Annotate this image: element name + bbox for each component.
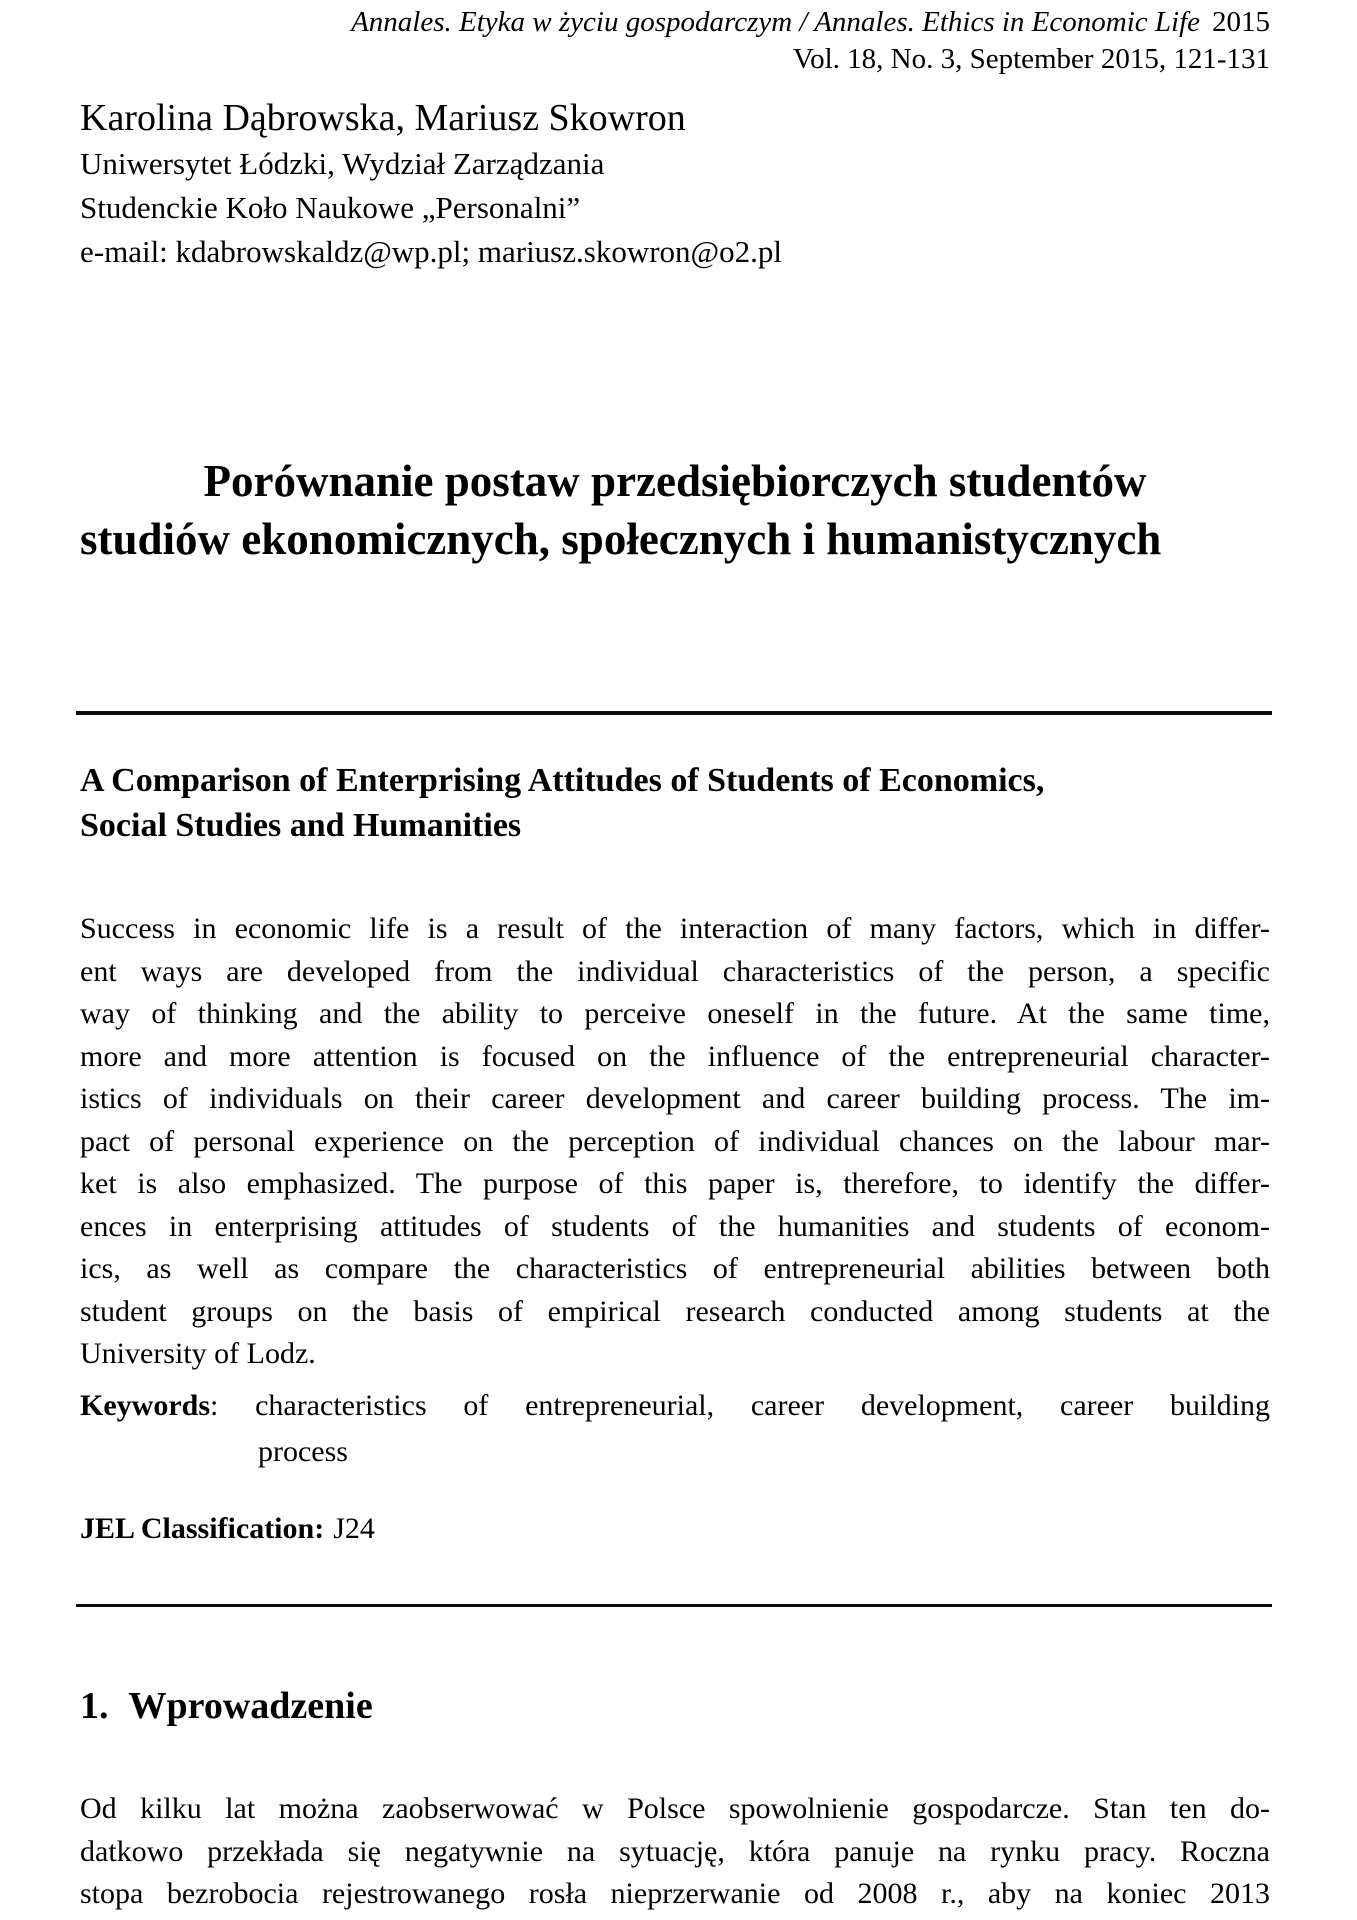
abstract-line: more and more attention is focused on the influence of the entrepreneurial character- — [80, 1039, 1270, 1073]
jel-value: J24 — [333, 1512, 375, 1545]
author-block — [80, 94, 782, 274]
jel-label: JEL Classification: — [80, 1512, 325, 1545]
section-number: 1. — [80, 1685, 109, 1727]
title-polish — [80, 452, 1270, 568]
keywords-block — [80, 1383, 1270, 1475]
author-email: e-mail: kdabrowskaldz@wp.pl; mariusz.skowron@o2.pl — [80, 234, 782, 269]
keywords-label: Keywords — [80, 1389, 210, 1422]
horizontal-rule — [76, 711, 1272, 715]
abstract — [80, 908, 1270, 1376]
author-affiliation: Uniwersytet Łódzki, Wydział Zarządzania — [80, 146, 605, 181]
section-heading — [80, 1682, 373, 1730]
author-names: Karolina Dąbrowska, Mariusz Skowron — [80, 97, 686, 139]
intro-paragraph — [80, 1788, 1270, 1916]
paragraph-line: stopa bezrobocia rejestrowanego rosła nieprzerwanie od 2008 r., aby na koniec 2013 — [80, 1877, 1270, 1910]
paragraph-line: datkowo przekłada się negatywnie na sytuację, która panuje na rynku pracy. Roczna — [80, 1834, 1270, 1868]
abstract-line: ics, as well as compare the characteristics of entrepreneurial abilities between both — [80, 1252, 1270, 1285]
title-english-line: Social Studies and Humanities — [80, 807, 522, 844]
section-title: Wprowadzenie — [128, 1685, 373, 1727]
abstract-line: ent ways are developed from the individual characteristics of the person, a specific — [80, 954, 1270, 988]
title-english — [80, 758, 1270, 848]
journal-volume-line: Vol. 18, No. 3, September 2015, 121-131 — [792, 43, 1270, 75]
abstract-line: University of Lodz. — [80, 1337, 316, 1370]
author-affiliation: Studenckie Koło Naukowe „Personalni” — [80, 190, 581, 225]
title-polish-line: Porównanie postaw przedsiębiorczych studentów — [203, 456, 1147, 506]
keywords-text-continued: process — [258, 1435, 348, 1468]
title-english-line: A Comparison of Enterprising Attitudes of Students of Economics, — [80, 762, 1045, 799]
keywords-line — [80, 1383, 1270, 1429]
abstract-line: pact of personal experience on the perception of individual chances on the labour mar- — [80, 1124, 1270, 1158]
abstract-line: ket is also emphasized. The purpose of this paper is, therefore, to identify the differ- — [80, 1167, 1270, 1200]
keywords-text: : characteristics of entrepreneurial, career development, career building — [210, 1389, 1270, 1422]
abstract-line: Success in economic life is a result of the interaction of many factors, which in differ- — [80, 912, 1270, 945]
abstract-line: student groups on the basis of empirical research conducted among students at the — [80, 1294, 1270, 1328]
abstract-line: ences in enterprising attitudes of students of the humanities and students of econom- — [80, 1209, 1270, 1243]
journal-year: 2015 — [1212, 6, 1270, 38]
horizontal-rule — [76, 1604, 1272, 1607]
journal-title: Annales. Etyka w życiu gospodarczym / Annales. Ethics in Economic Life — [351, 6, 1200, 38]
title-polish-line: studiów ekonomicznych, społecznych i humanistycznych — [80, 514, 1162, 564]
jel-classification — [80, 1508, 375, 1550]
journal-title-line — [351, 4, 1270, 41]
abstract-line: istics of individuals on their career development and career building process. The im- — [80, 1082, 1270, 1115]
paragraph-line: Od kilku lat można zaobserwować w Polsce spowolnienie gospodarcze. Stan ten do- — [80, 1792, 1270, 1825]
abstract-line: way of thinking and the ability to perceive oneself in the future. At the same time, — [80, 997, 1270, 1030]
journal-header — [351, 4, 1270, 78]
